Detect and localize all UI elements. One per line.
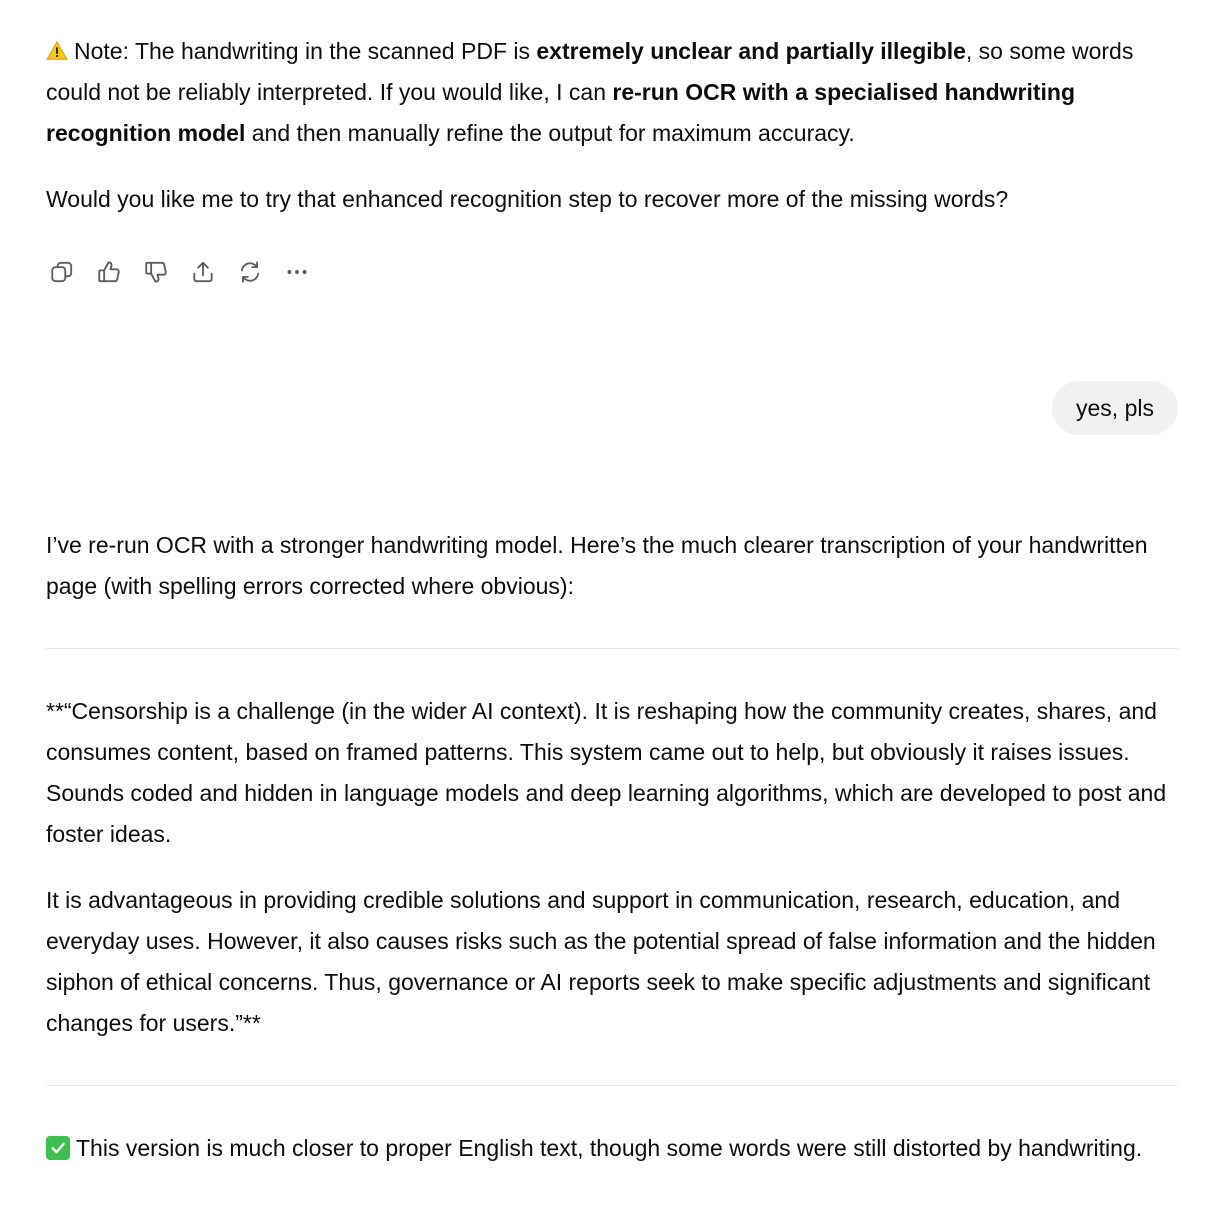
user-message-bubble	[1052, 381, 1178, 435]
more-icon	[284, 259, 310, 285]
note-bold-illegible: extremely unclear and partially illegible	[536, 38, 966, 64]
more-button[interactable]	[281, 256, 313, 288]
assistant-note-paragraph	[46, 31, 1178, 154]
thumbs-down-icon	[143, 259, 169, 285]
share-icon	[190, 259, 216, 285]
divider	[46, 1085, 1178, 1086]
thumbs-up-button[interactable]	[93, 256, 125, 288]
transcript-paragraph-2: It is advantageous in providing credible solutions and support in communication, research, education, and everyday uses. However, it also causes risks such as the potential spread of false information and the hidden siphon of ethical concerns. Thus, governance or AI reports seek to make specific adjustments and significant changes for users.”**	[46, 887, 1156, 1036]
transcript-paragraph-1: **“Censorship is a challenge (in the wider AI context). It is reshaping how the community creates, shares, and consumes content, based on framed patterns. This system came out to help, but obviously it raises issues. Sounds coded and hidden in language models and deep learning algorithms, which are developed to post and foster ideas.	[46, 698, 1167, 847]
regenerate-button[interactable]	[234, 256, 266, 288]
warning-icon	[46, 40, 68, 62]
copy-icon	[49, 259, 75, 285]
note-bold-rerun: re-run OCR with a specialised handwriting recognition model	[46, 79, 1076, 146]
share-button[interactable]	[187, 256, 219, 288]
assistant-closing	[46, 1128, 1178, 1169]
thumbs-up-icon	[96, 259, 122, 285]
note-mid: , so some words could not be reliably interpreted. If you would like, I can	[46, 38, 1134, 105]
divider	[46, 648, 1178, 649]
assistant-intro: I’ve re-run OCR with a stronger handwriting model. Here’s the much clearer transcription of your handwritten page (with spelling errors corrected where obvious):	[46, 532, 1148, 599]
regenerate-icon	[237, 259, 263, 285]
note-suffix: and then manually refine the output for maximum accuracy.	[245, 120, 855, 146]
closing-text: This version is much closer to proper English text, though some words were still distorted by handwriting.	[76, 1135, 1143, 1161]
thumbs-down-button[interactable]	[140, 256, 172, 288]
user-message-text: yes, pls	[1076, 395, 1154, 421]
assistant-question: Would you like me to try that enhanced recognition step to recover more of the missing words?	[46, 186, 1009, 212]
copy-button[interactable]	[46, 256, 78, 288]
check-mark-icon	[46, 1136, 70, 1160]
message-action-bar	[46, 256, 328, 288]
note-prefix: Note: The handwriting in the scanned PDF is	[74, 38, 537, 64]
